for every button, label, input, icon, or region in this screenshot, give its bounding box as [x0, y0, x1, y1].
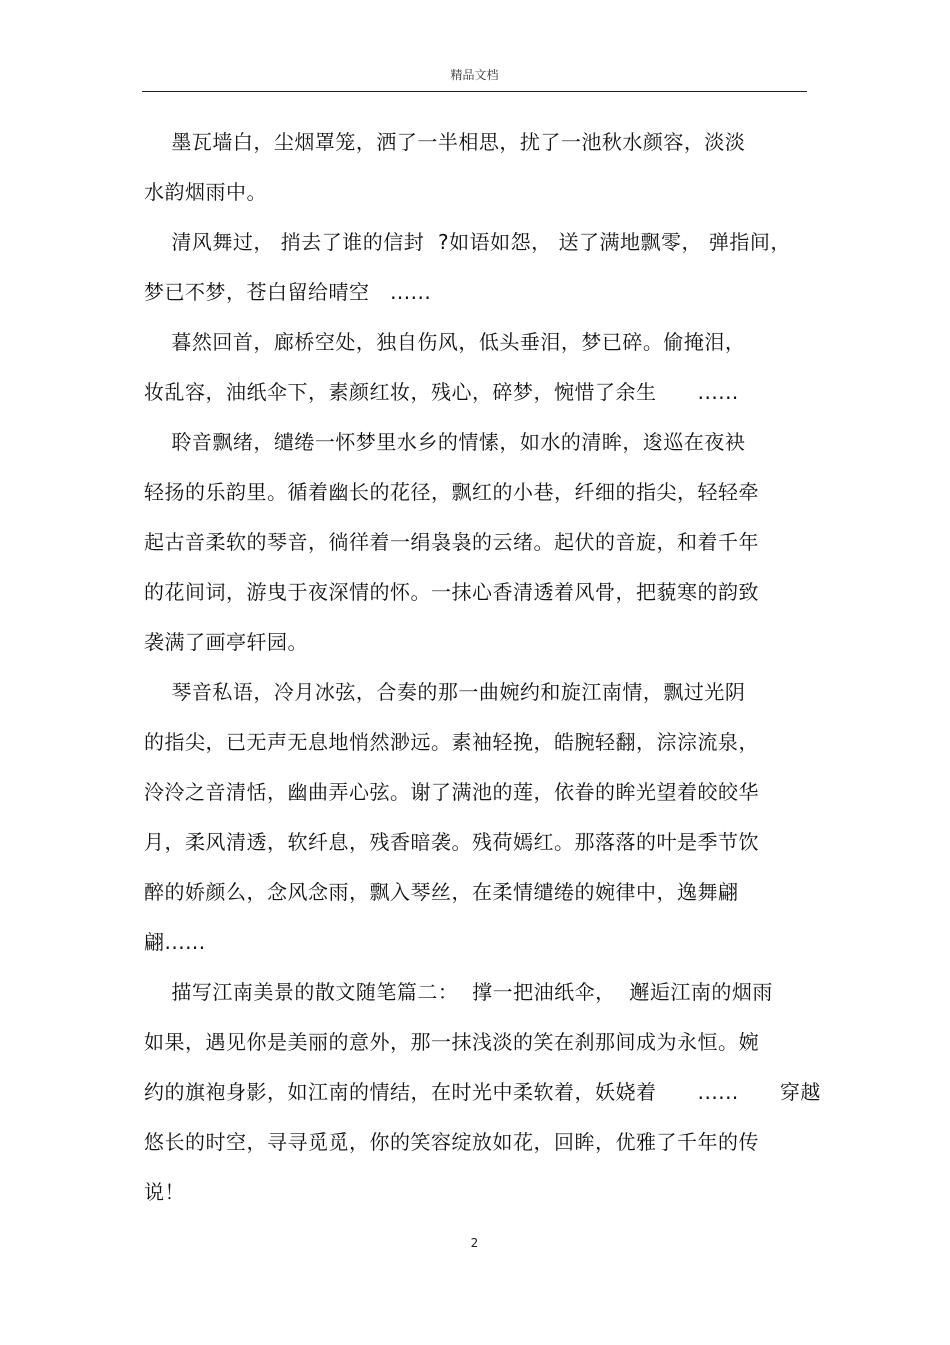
page-number: 2 — [470, 1236, 479, 1250]
text-line: 的花间词，游曳于夜深情的怀。一抹心香清透着风骨，把藐寒的韵致 — [144, 580, 759, 604]
text-line: 约的旗袍身影，如江南的情结，在时光中柔软着，妖娆着 ...... 穿越 — [144, 1080, 821, 1104]
text-line: 妆乱容，油纸伞下，素颜红妆，残心，碎梦，惋惜了余生 ...... — [144, 380, 739, 404]
text-line: 说！ — [144, 1180, 185, 1204]
text-line: 墨瓦墙白，尘烟罩笼，洒了一半相思，扰了一池秋水颜容，淡淡 — [144, 130, 746, 154]
text-line: 泠泠之音清恬，幽曲弄心弦。谢了满池的莲，依眷的眸光望着皎皎华 — [144, 780, 759, 804]
page-header: 精品文档 — [450, 68, 499, 82]
text-line: 的指尖，已无声无息地悄然渺远。素袖轻挽，皓腕轻翻，淙淙流泉， — [144, 730, 759, 754]
text-line: 翩...... — [144, 930, 206, 954]
text-line: 琴音私语，冷月冰弦，合奏的那一曲婉约和旋江南情，飘过光阴 — [144, 680, 746, 704]
text-line: 醉的娇颜么，念风念雨，飘入琴丝，在柔情缱绻的婉律中，逸舞翩 — [144, 880, 739, 904]
text-line: 水韵烟雨中。 — [144, 180, 267, 204]
text-line: 暮然回首，廊桥空处，独自伤风，低头垂泪，梦已碎。偷掩泪， — [144, 330, 746, 354]
text-line: 描写江南美景的散文随笔篇二： 撑一把油纸伞， 邂逅江南的烟雨 — [144, 980, 773, 1004]
text-line: 梦已不梦，苍白留给晴空 ...... — [144, 280, 432, 304]
text-line: 起古音柔软的琴音，徜徉着一绢袅袅的云绪。起伏的音旋，和着千年 — [144, 530, 759, 554]
text-line: 清风舞过， 捎去了谁的信封 ?如语如怨， 送了满地飘零， 弹指间， — [144, 230, 791, 254]
header-divider — [142, 91, 807, 92]
text-line: 如果，遇见你是美丽的意外，那一抹浅淡的笑在刹那间成为永恒。婉 — [144, 1030, 759, 1054]
text-line: 悠长的时空，寻寻觅觅，你的笑容绽放如花，回眸，优雅了千年的传 — [144, 1130, 759, 1154]
text-line: 袭满了画亭轩园。 — [144, 630, 308, 654]
text-line: 聆音飘绪，缱绻一怀梦里水乡的情愫，如水的清眸，逡巡在夜袂 — [144, 430, 746, 454]
text-line: 轻扬的乐韵里。循着幽长的花径，飘红的小巷，纤细的指尖，轻轻牵 — [144, 480, 759, 504]
text-line: 月，柔风清透，软纤息，残香暗袭。残荷嫣红。那落落的叶是季节饮 — [144, 830, 759, 854]
